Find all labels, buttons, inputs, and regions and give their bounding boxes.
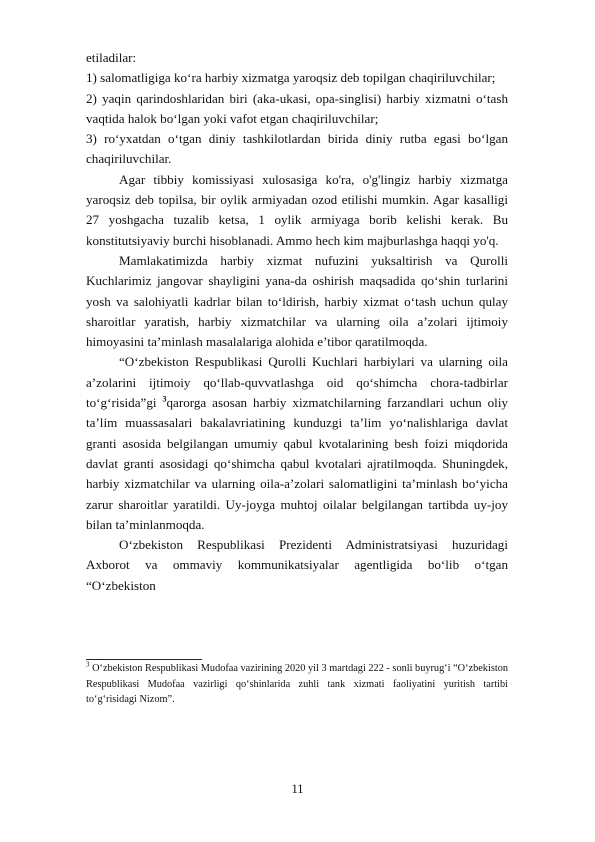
list-item-3: 3) ro‘yxatdan o‘tgan diniy tashkilotlardan birida diniy rutba egasi bo‘lgan chaqiriluvchilar. [86,131,508,167]
paragraph-social-support-end: qarorga asosan harbiy xizmatchilarning farzandlari uchun oliy ta’lim muassasalari bakalavriatining kunduzgi ta’lim yo‘nalishlariga davlat granti asosida belgilangan umumiy qabul kvotalarining besh foizi miqdorida davlat granti asosidagi qo‘shimcha qabul kvotalari ajratilmoqda. Shuningdek, harbiy xizmatchilar va ularning oila-a’zolari salomatligini ta’minlash bo‘yicha zarur sharoitlar yaratildi. Uy-joyga muhtoj oilalar belgilangan tartibda uy-joy bilan ta’minlanmoqda. [86,395,509,532]
paragraph-military-prestige: Mamlakatimizda harbiy xizmat nufuzini yuksaltirish va Qurolli Kuchlarimiz jangovar shayligini yana-da oshirish maqsadida qo‘shin turlarini yosh va salohiyatli kadrlar bilan to‘ldirish, harbiy xizmat o‘tash uchun qulay sharoitlar yaratish, harbiy xizmatchilar va ularning oila a’zolari ijtimoiy himoyasini ta’minlash masalalariga alohida e’tibor qaratilmoqda. [86,252,508,350]
body-text [86,48,508,596]
footnote-number: 3 [86,660,90,669]
paragraph-social-support-start: “O‘zbekiston Respublikasi Qurolli Kuchlari harbiylari va ularning oila a’zolarini ijtimoiy qo‘llab-quvvatlashga oid qo‘shimcha chora-tadbirlar to‘g‘risida”gi [86,354,508,411]
list-item-1: 1) salomatligiga ko‘ra harbiy xizmatga yaroqsiz deb topilgan chaqiriluvchilar; [86,70,496,86]
page-number: 11 [291,782,304,796]
list-item-2: 2) yaqin qarindoshlaridan biri (aka-ukasi, opa-singlisi) harbiy xizmatni o‘tash vaqtida halok bo‘lgan yoki vafot etgan chaqiriluvchilar; [86,90,508,126]
footnote [86,661,508,708]
footnote-separator [86,659,202,660]
footnote-reference[interactable]: 3 [162,394,167,404]
paragraph-continuation: etiladilar: [86,50,137,65]
footnote-text: O‘zbekiston Respublikasi Mudofaa vazirining 2020 yil 3 martdagi 222 - sonli buyrug‘i “O‘zbekiston Respublikasi Mudofaa vazirligi qo‘shinlarida zuhli tank xizmati faoliyatini yuritish tartibi to‘g‘risidagi Nizom”. [86,663,508,706]
paragraph-medical-commission: Agar tibbiy komissiyasi xulosasiga ko'ra, o'g'lingiz harbiy xizmatga yaroqsiz deb topilsa, bir oylik armiyadan ozod etilishi mumkin. Agar kasalligi 27 yoshgacha tuzalib ketsa, 1 oylik armiyaga borib kelishi kerak. Bu konstitutsiyaviy burchi hisoblanadi. Ammo hech kim majburlashga haqqi yo'q. [86,171,508,248]
paragraph-agency: O‘zbekiston Respublikasi Prezidenti Administratsiyasi huzuridagi Axborot va ommaviy kommunikatsiyalar agentligida bo‘lib o‘tgan “O‘zbekiston [86,537,508,593]
paragraph-social-support [86,352,508,535]
